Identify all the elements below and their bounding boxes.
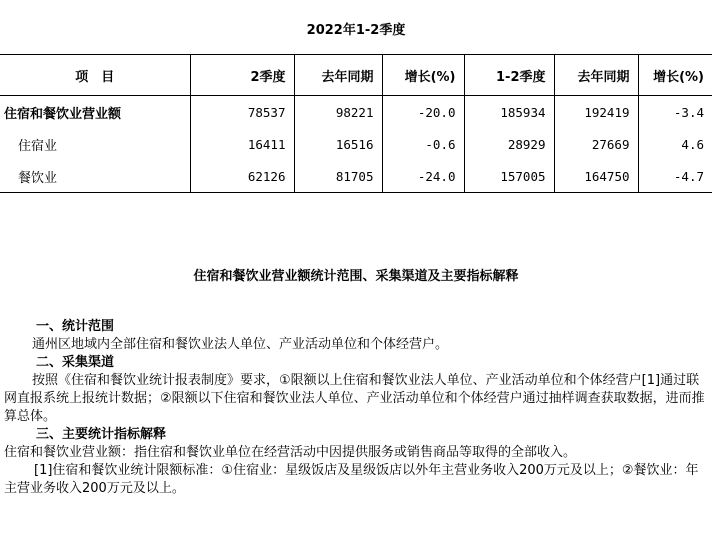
table-header-row (0, 55, 712, 96)
section-text: 住宿和餐饮业营业额：指住宿和餐饮业单位在经营活动中因提供服务或销售商品等取得的全部收入。 (4, 445, 577, 460)
row-name: 住宿业 (18, 138, 58, 154)
cell-value: -24.0 (382, 160, 464, 193)
cell-value: 81705 (294, 160, 382, 193)
section-heading: 一、统计范围 (36, 319, 115, 334)
cell-value: -4.7 (638, 160, 712, 193)
table-row (0, 128, 712, 160)
cell-value: -20.0 (382, 96, 464, 129)
footnote-text: [1]住宿和餐饮业统计限额标准：①住宿业：星级饭店及星级饭店以外年主营业务收入200万元及以上；②餐饮业：年主营业务收入200万元及以上。 (4, 463, 699, 496)
cell-value: -0.6 (382, 128, 464, 160)
cell-value: 98221 (294, 96, 382, 129)
row-name: 住宿和餐饮业营业额 (4, 106, 122, 122)
header-q2-last-year: 去年同期 (294, 55, 382, 96)
section-text: 按照《住宿和餐饮业统计报表制度》要求，①限额以上住宿和餐饮业法人单位、产业活动单位和个体经营户[1]通过联网直报系统上报统计数据；②限额以下住宿和餐饮业法人单位、产业活动单位和个体经营户通过抽样调查获取数据，进而推算总体。 (4, 373, 705, 424)
header-q2: 2季度 (190, 55, 294, 96)
table-row (0, 96, 712, 129)
explanation-title: 住宿和餐饮业营业额统计范围、采集渠道及主要指标解释 (193, 269, 519, 284)
explanation-body (4, 318, 708, 498)
header-item: 项 目 (0, 55, 190, 96)
cell-value: 62126 (190, 160, 294, 193)
report-title: 2022年1-2季度 (306, 23, 406, 38)
cell-value: 78537 (190, 96, 294, 129)
cell-value: 185934 (464, 96, 554, 129)
row-name: 餐饮业 (0, 160, 190, 193)
table-row (0, 160, 712, 193)
section-heading: 三、主要统计指标解释 (36, 427, 167, 442)
section-text: 通州区地域内全部住宿和餐饮业法人单位、产业活动单位和个体经营户。 (32, 337, 449, 352)
header-h1-growth: 增长(%) (638, 55, 712, 96)
cell-value: -3.4 (638, 96, 712, 129)
cell-value: 16516 (294, 128, 382, 160)
cell-value: 16411 (190, 128, 294, 160)
header-h1: 1-2季度 (464, 55, 554, 96)
cell-value: 157005 (464, 160, 554, 193)
statistics-table (0, 54, 712, 193)
cell-value: 27669 (554, 128, 638, 160)
header-h1-last-year: 去年同期 (554, 55, 638, 96)
cell-value: 28929 (464, 128, 554, 160)
cell-value: 164750 (554, 160, 638, 193)
section-heading: 二、采集渠道 (36, 355, 115, 370)
cell-value: 192419 (554, 96, 638, 129)
cell-value: 4.6 (638, 128, 712, 160)
header-q2-growth: 增长(%) (382, 55, 464, 96)
